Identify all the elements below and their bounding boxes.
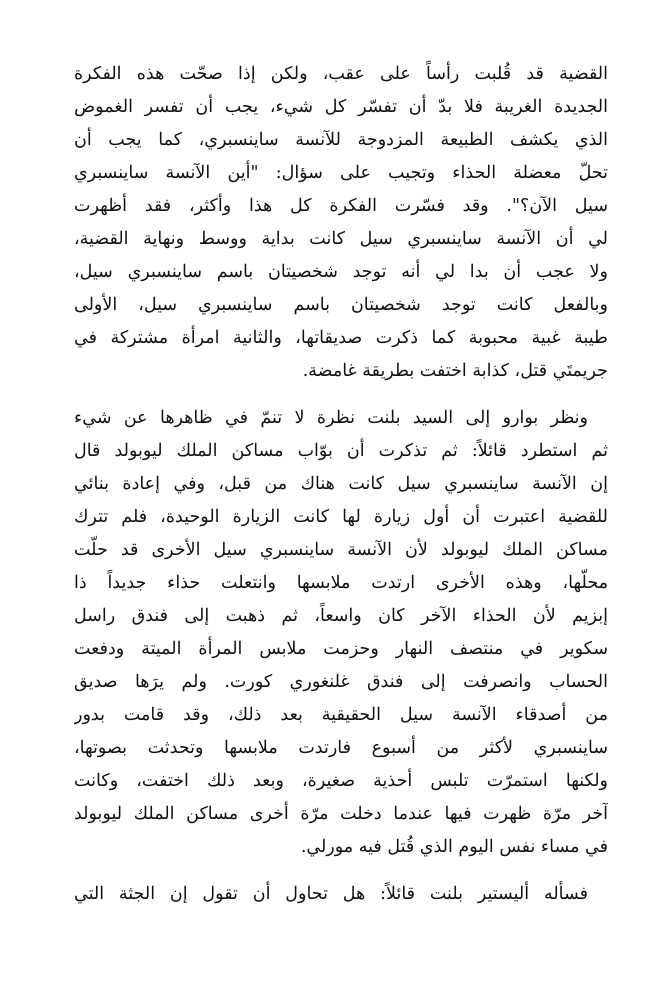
text-line: الذي يكشف الطبيعة المزدوجة للآنسة ساينسبري، كما يجب أن [74, 130, 608, 150]
text-line: إن الآنسة ساينسبري سيل كانت هناك من قبل، وفي إعادة بنائي [74, 474, 608, 494]
text-line: فسأله أليستير بلنت قائلاً: هل تحاول أن تقول إن الجثة التي [74, 884, 588, 904]
paragraph-3 [74, 878, 608, 911]
book-page [74, 58, 608, 911]
text-line: محلّها، وهذه الأخرى ارتدت ملابسها وانتعلت حذاء جديداً ذا [74, 573, 608, 593]
text-line: الحساب وانصرفت إلى فندق غلنغوري كورت. ولم يرَها صديق [74, 672, 608, 692]
text-line: تحلّ معضلة الحذاء وتجيب على سؤال: "أين الآنسة ساينسبري [74, 163, 608, 183]
text-line: مساكن الملك ليوبولد لأن الآنسة ساينسبري سيل الأخرى قد حلّت [74, 540, 608, 560]
text-line: جريمتَي قتل، كذابة اختفت بطريقة غامضة. [302, 361, 608, 381]
text-line: ولكنها استمرّت تلبس أحذية صغيرة، وبعد ذلك اختفت، وكانت [74, 771, 608, 791]
text-line: الجديدة الغريبة فلا بدّ أن تفسّر كل شيء، يجب أن تفسر الغموض [74, 97, 608, 117]
text-line: سكوير في منتصف النهار وحزمت ملابس المرأة الميتة ودفعت [74, 639, 608, 659]
text-line: من أصدقاء الآنسة سيل الحقيقية بعد ذلك، وقد قامت بدور [74, 705, 608, 725]
text-line: القضية قد قُلبت رأساً على عقب، ولكن إذا صحّت هذه الفكرة [74, 64, 608, 84]
text-line: ولا عجب أن بدا لي أنه توجد شخصيتان باسم ساينسبري سيل، [74, 262, 608, 282]
text-line: في مساء نفس اليوم الذي قُتل فيه مورلي. [300, 837, 608, 857]
text-line: ثم استطرد قائلاً: ثم تذكرت أن بوّاب مساكن الملك ليوبولد قال [74, 441, 608, 461]
text-line: سيل الآن؟". وقد فسّرت الفكرة كل هذا وأكثر، فقد أظهرت [74, 196, 608, 216]
paragraph-spacing [74, 864, 608, 878]
text-line: طيبة غبية محبوبة كما ذكرت صديقاتها، والثانية امرأة مشتركة في [74, 328, 608, 348]
text-line: وبالفعل كانت توجد شخصيتان باسم ساينسبري سيل، الأولى [74, 295, 608, 315]
text-line: لي أن الآنسة ساينسبري سيل كانت بداية ووسط ونهاية القضية، [74, 229, 608, 249]
paragraph-2 [74, 402, 608, 864]
text-line: ونظر بوارو إلى السيد بلنت نظرة لا تنمّ في ظاهرها عن شيء [74, 408, 588, 428]
text-line: آخر مرّة ظهرت فيها عندما دخلت مرّة أخرى مساكن الملك ليوبولد [74, 804, 608, 824]
text-line: إبزيم لأن الحذاء الآخر كان واسعاً، ثم ذهبت إلى فندق راسل [74, 606, 608, 626]
paragraph-spacing [74, 388, 608, 402]
paragraph-1 [74, 58, 608, 388]
text-line: ساينسبري لأكثر من أسبوع فارتدت ملابسها وتحدثت بصوتها، [74, 738, 608, 758]
text-line: للقضية اعتبرت أن أول زيارة لها كانت الزيارة الوحيدة، فلم تترك [74, 507, 608, 527]
